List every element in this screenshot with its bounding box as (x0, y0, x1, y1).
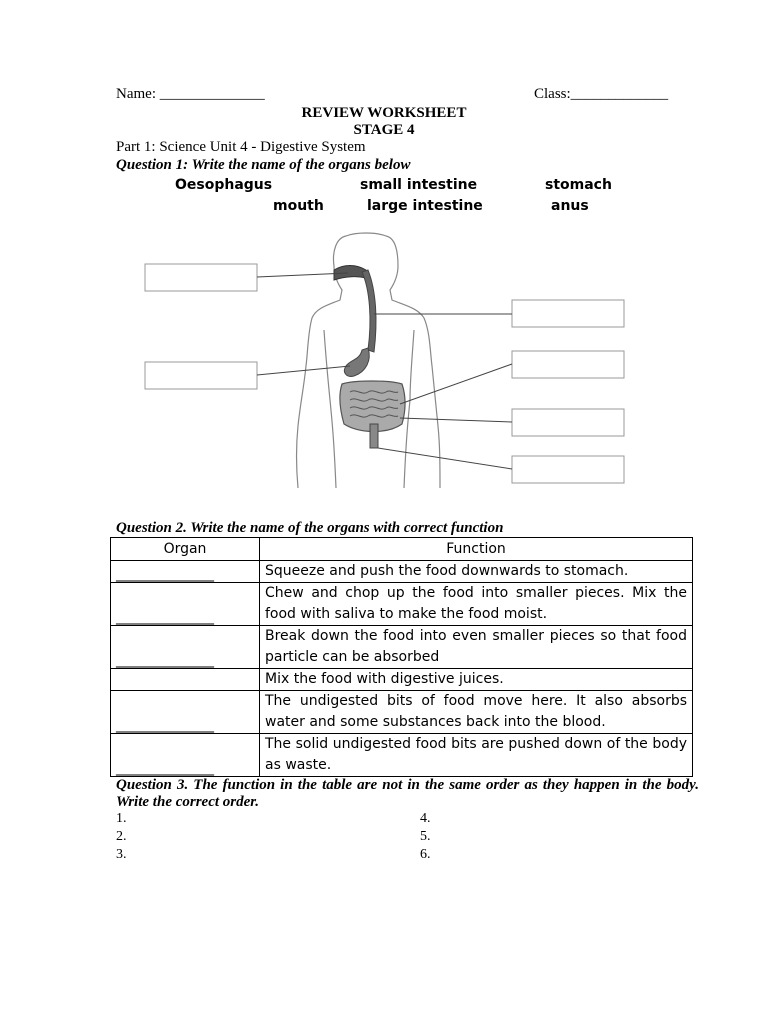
function-text: Mix the food with digestive juices. (260, 669, 693, 691)
worksheet-title: REVIEW WORKSHEET (301, 105, 467, 121)
label-box-left-2 (145, 362, 257, 389)
word-bank-small-intestine: small intestine (360, 177, 478, 193)
organ-answer-blank[interactable]: ______________ (111, 626, 260, 669)
organ-function-table (110, 537, 693, 777)
function-text: Squeeze and push the food downwards to stomach. (260, 561, 693, 583)
question-3-prompt: Question 3. The function in the table are not in the same order as they happen in the body. Write the correct order. (116, 777, 699, 810)
order-answer-2[interactable]: 2. (116, 829, 127, 844)
class-field[interactable]: Class:_____________ (534, 86, 669, 102)
label-box-right-1 (512, 300, 624, 327)
table-row (111, 583, 693, 626)
word-bank-anus: anus (551, 198, 589, 214)
label-box-right-3 (512, 409, 624, 436)
word-bank-large-intestine: large intestine (367, 198, 483, 214)
label-box-right-4 (512, 456, 624, 483)
table-row (111, 691, 693, 734)
organ-answer-blank[interactable]: ______________ (111, 734, 260, 777)
stage-heading: STAGE 4 (353, 122, 415, 138)
function-column-header: Function (260, 538, 693, 561)
label-box-left-1 (145, 264, 257, 291)
part-heading: Part 1: Science Unit 4 - Digestive System (116, 139, 366, 155)
organ-answer-blank[interactable]: ______________ (111, 583, 260, 626)
oesophagus-organ (362, 270, 376, 352)
order-answer-5[interactable]: 5. (420, 829, 431, 844)
table-row (111, 626, 693, 669)
label-box-right-2 (512, 351, 624, 378)
stomach-organ (344, 348, 369, 376)
function-text: The solid undigested food bits are pushed down of the body as waste. (260, 734, 693, 777)
table-row (111, 734, 693, 777)
organ-column-header: Organ (111, 538, 260, 561)
table-header-row (111, 538, 693, 561)
question-2-prompt: Question 2. Write the name of the organs with correct function (116, 520, 504, 536)
table-row (111, 669, 693, 691)
function-text: Break down the food into even smaller pieces so that food particle can be absorbed (260, 626, 693, 669)
name-field[interactable]: Name: ______________ (116, 86, 265, 102)
word-bank-oesophagus: Oesophagus (175, 177, 273, 193)
organ-answer-blank[interactable]: ______________ (111, 691, 260, 734)
order-answer-1[interactable]: 1. (116, 811, 127, 826)
organ-answer-blank[interactable] (111, 669, 260, 691)
function-text: The undigested bits of food move here. It also absorbs water and some substances back into the blood. (260, 691, 693, 734)
function-text: Chew and chop up the food into smaller pieces. Mix the food with saliva to make the food moist. (260, 583, 693, 626)
leader-lines (257, 273, 512, 469)
word-bank-stomach: stomach (545, 177, 612, 193)
organ-answer-blank[interactable]: ______________ (111, 561, 260, 583)
order-answer-3[interactable]: 3. (116, 847, 127, 862)
word-bank-mouth: mouth (273, 198, 324, 214)
mouth-organ (334, 266, 366, 281)
order-answer-6[interactable]: 6. (420, 847, 431, 862)
table-row (111, 561, 693, 583)
order-answer-4[interactable]: 4. (420, 811, 431, 826)
question-1-prompt: Question 1: Write the name of the organs below (116, 157, 411, 173)
anus-organ (370, 424, 378, 448)
digestive-system-diagram (140, 228, 630, 490)
